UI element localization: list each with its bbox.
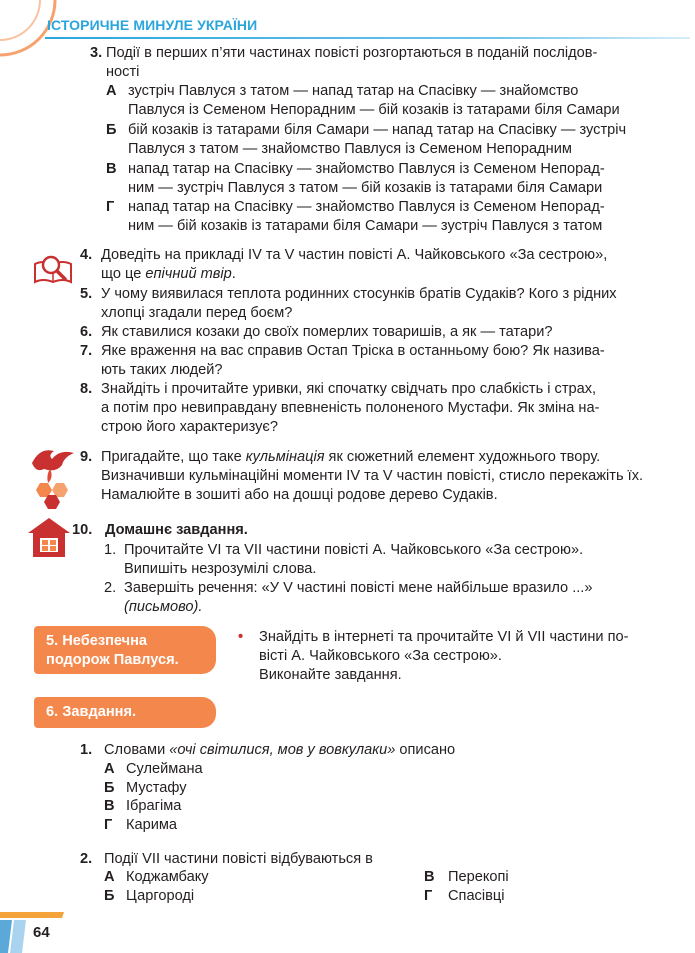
- section-5-badge: [34, 626, 216, 674]
- task-2-option-letter: Б: [104, 888, 115, 904]
- task-1-text-part: Словами: [104, 742, 170, 758]
- question-4-number: 4.: [80, 247, 93, 263]
- task-1-option-text: Мустафу: [126, 780, 187, 796]
- q3-option-letter: Г: [106, 199, 115, 215]
- q3-option-text: напад татар на Спасівку — знайомство Павлуся із Семеном Непорад-: [128, 199, 605, 215]
- q3-option-text-cont: Павлуся з татом — знайомство Павлуся із Семеном Непорадним: [128, 141, 572, 157]
- task-1-option-letter: А: [104, 761, 115, 777]
- q4-term: епічний твір: [145, 266, 232, 282]
- page-number: 64: [33, 924, 50, 941]
- task-2-text: Події VII частини повісті відбуваються в: [104, 851, 373, 867]
- task-2-option-letter: В: [424, 869, 435, 885]
- question-10-number: 10.: [72, 522, 93, 538]
- question-9-text: [101, 448, 600, 467]
- section-5-badge-line: подорож Павлуся.: [46, 652, 179, 668]
- task-2-option-text: Перекопі: [448, 869, 509, 885]
- task-2-number: 2.: [80, 851, 93, 867]
- task-2-option-text: Спасівці: [448, 888, 505, 904]
- task-2-option-text: Царгороді: [126, 888, 195, 904]
- q4-text-part: що це: [101, 266, 146, 282]
- q3-option-text: бій козаків із татарами біля Самари — напад татар на Спасівку — зустріч: [128, 122, 627, 138]
- q3-option-letter: Б: [106, 122, 117, 138]
- section-5-text: Знайдіть в інтернеті та прочитайте VI й VII частини по-: [259, 629, 629, 645]
- header-title: ІСТОРИЧНЕ МИНУЛЕ УКРАЇНИ: [47, 17, 258, 33]
- task-1-text-end: описано: [395, 742, 456, 758]
- homework-item-text-cont: (письмово).: [124, 599, 203, 615]
- phoenix-hexagon-icon: [26, 443, 78, 509]
- question-5-number: 5.: [80, 286, 93, 302]
- task-1-option-text: Ібрагіма: [126, 798, 182, 814]
- question-8-number: 8.: [80, 381, 93, 397]
- question-7-text: Яке враження на вас справив Остап Тріска в останньому бою? Як назива-: [101, 343, 605, 359]
- task-1-option-text: Сулеймана: [126, 761, 203, 777]
- homework-title: Домашнє завдання.: [105, 522, 248, 538]
- bullet-icon: •: [238, 629, 244, 645]
- question-9-text-cont: Намалюйте в зошиті або на дошці родове дерево Судаків.: [101, 487, 498, 503]
- section-5-text-cont: Виконайте завдання.: [259, 667, 402, 683]
- task-1-option-letter: Г: [104, 817, 113, 833]
- q3-option-letter: В: [106, 161, 117, 177]
- task-2-option-letter: Г: [424, 888, 433, 904]
- task-2-option-text: Коджамбаку: [126, 869, 209, 885]
- question-7-text-cont: ють таких людей?: [101, 362, 223, 378]
- q9-text-end: як сюжетний елемент художнього твору.: [324, 449, 601, 465]
- magnifier-book-icon: [33, 250, 73, 286]
- task-1-number: 1.: [80, 742, 93, 758]
- house-icon: [26, 516, 72, 558]
- homework-item-number: 2.: [104, 580, 117, 596]
- task-2-option-letter: А: [104, 869, 115, 885]
- question-5-text: У чому виявилася теплота родинних стосунків братів Судаків? Кого з рідних: [101, 286, 617, 302]
- section-5-text-cont: вісті А. Чайковського «За сестрою».: [259, 648, 502, 664]
- question-3-text: Події в перших п’яти частинах повісті розгортаються в поданій послідов-: [106, 45, 598, 61]
- question-6-number: 6.: [80, 324, 93, 340]
- task-1-option-letter: В: [104, 798, 115, 814]
- question-8-text-cont: строю його характеризує?: [101, 419, 278, 435]
- q3-option-text-cont: ним — зустріч Павлуся з татом — бій козаків із татарами біля Самари: [128, 180, 603, 196]
- homework-item-number: 1.: [104, 542, 117, 558]
- q3-option-text: зустріч Павлуся з татом — напад татар на Спасівку — знайомство: [128, 83, 579, 99]
- q9-term: кульмінація: [245, 449, 325, 465]
- question-4-text: Доведіть на прикладі IV та V частин повісті А. Чайковського «За сестрою»,: [101, 247, 608, 263]
- question-9-number: 9.: [80, 449, 93, 465]
- question-6-text: Як ставилися козаки до своїх померлих товаришів, а як — татари?: [101, 324, 553, 340]
- homework-item-text: Прочитайте VI та VII частини повісті А. Чайковського «За сестрою».: [124, 542, 584, 558]
- header-divider: [45, 37, 690, 39]
- q3-option-letter: А: [106, 83, 117, 99]
- q9-text-part: Пригадайте, що таке: [101, 449, 246, 465]
- question-4-text-cont: [101, 265, 236, 284]
- question-9-text-cont: Визначивши кульмінаційні моменти IV та V частин повісті, стисло перекажіть їх.: [101, 468, 644, 484]
- task-1-option-letter: Б: [104, 780, 115, 796]
- section-6-badge: [34, 697, 216, 728]
- question-3-number: 3.: [90, 45, 103, 61]
- question-7-number: 7.: [80, 343, 93, 359]
- task-1-quote: «очі світилися, мов у вовкулаки»: [169, 742, 396, 758]
- question-8-text: Знайдіть і прочитайте уривки, які спочатку свідчать про слабкість і страх,: [101, 381, 597, 397]
- q3-option-text: напад татар на Спасівку — знайомство Павлуся із Семеном Непорад-: [128, 161, 605, 177]
- section-6-badge-label: 6. Завдання.: [46, 704, 137, 720]
- q4-text-end: .: [231, 266, 236, 282]
- question-8-text-cont: а потім про невиправдану впевненість полоненого Мустафи. Як зміна на-: [101, 400, 600, 416]
- homework-item-text: Завершіть речення: «У V частині повісті мене найбільше вразило ...»: [124, 580, 593, 596]
- task-1-option-text: Карима: [126, 817, 178, 833]
- question-5-text-cont: хлопці згадали перед боєм?: [101, 305, 293, 321]
- task-1-text: [104, 741, 455, 760]
- q3-option-text-cont: ним — бій козаків із татарами біля Самари — зустріч Павлуся з татом: [128, 218, 603, 234]
- homework-item-text-cont: Випишіть незрозумілі слова.: [124, 561, 317, 577]
- q3-option-text-cont: Павлуся із Семеном Непорадним — бій козаків із татарами біля Самари: [128, 102, 620, 118]
- section-5-badge-line: 5. Небезпечна: [46, 633, 148, 649]
- question-3-text-cont: ності: [106, 64, 140, 80]
